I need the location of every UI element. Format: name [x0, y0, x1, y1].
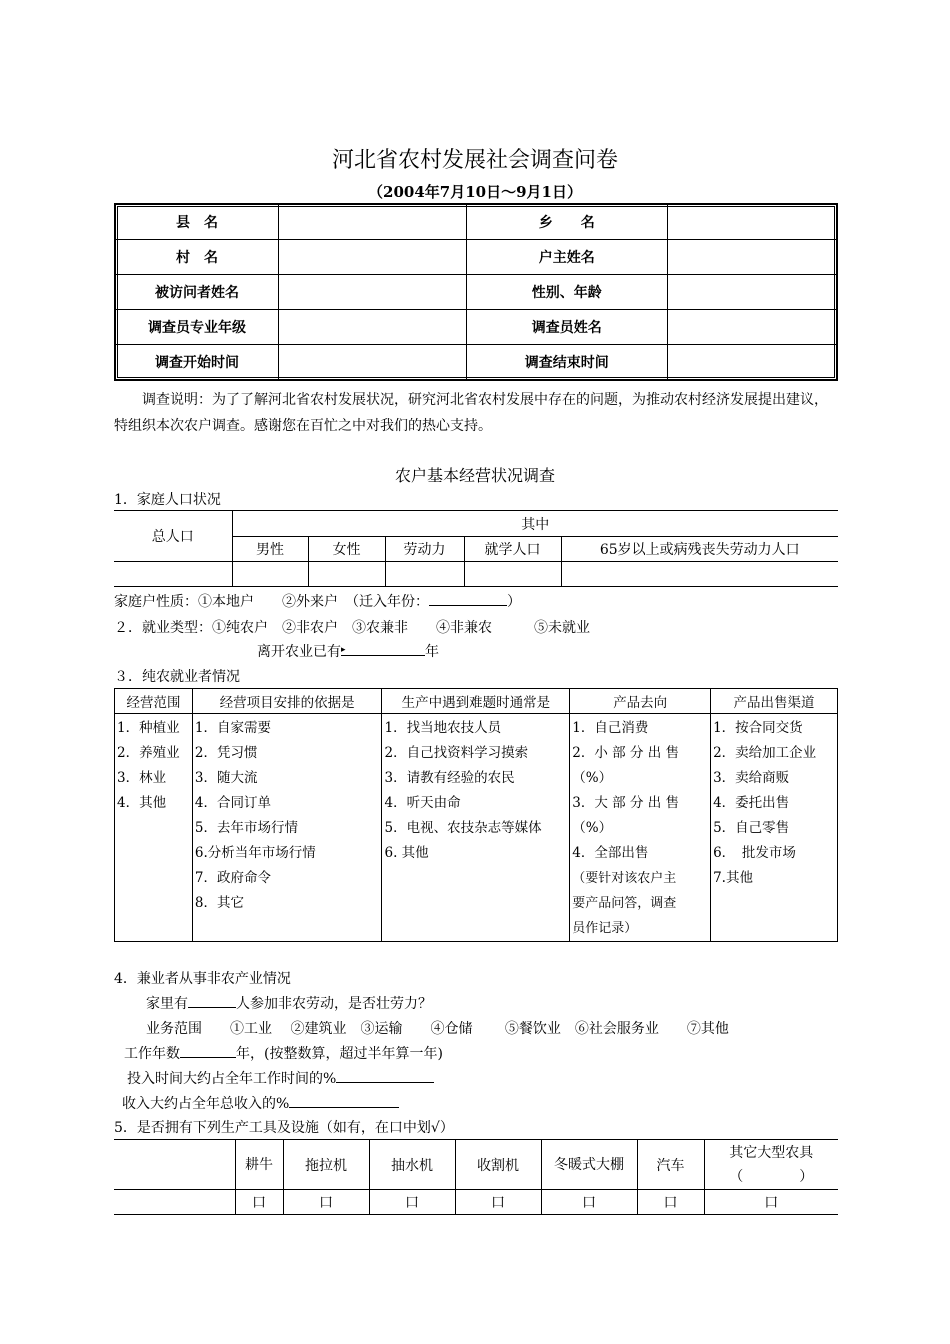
work-years-label: 工作年数	[124, 1046, 180, 1062]
county-field[interactable]	[279, 204, 466, 240]
table-row	[115, 275, 837, 310]
other-machinery-checkbox[interactable]: 口	[704, 1190, 838, 1215]
list-item[interactable]: 3．随大流	[194, 770, 258, 786]
table-row	[115, 689, 838, 714]
list-item[interactable]: （%）	[572, 770, 613, 786]
income-share-label: 收入大约占全年总收入的%	[122, 1096, 290, 1112]
surveyor-name-field[interactable]	[668, 310, 838, 345]
move-in-year-input[interactable]	[429, 591, 507, 606]
equipment-corner	[114, 1140, 235, 1190]
labor-input[interactable]	[385, 562, 464, 587]
left-agriculture-label: 离开农业已有	[257, 644, 341, 660]
q4-family-suffix: 人参加非农劳动，是否壮劳力？	[236, 996, 432, 1012]
q4-business-scope: 业务范围 ①工业 ②建筑业 ③运输 ④仓储 ⑤餐饮业 ⑥社会服务业 ⑦其他	[146, 1021, 729, 1037]
work-years-input[interactable]	[180, 1043, 236, 1058]
business-scope-options	[115, 714, 193, 942]
q1-label: 1．家庭人口状况	[114, 492, 221, 508]
pure-farmer-table	[114, 688, 838, 942]
ox-header: 耕牛	[235, 1140, 283, 1190]
q4-family-prefix: 家里有	[146, 996, 188, 1012]
list-item[interactable]: 6. 其他	[384, 845, 429, 861]
list-item[interactable]: 3．卖给商贩	[713, 770, 790, 786]
household-type-line	[114, 591, 521, 611]
elderly-disabled-input[interactable]	[561, 562, 838, 587]
income-share-input[interactable]	[289, 1093, 399, 1108]
field-label: 被访问者姓名	[115, 275, 279, 310]
harvester-checkbox[interactable]: 口	[455, 1190, 541, 1215]
table-row	[115, 345, 837, 381]
tractor-header: 拖拉机	[283, 1140, 369, 1190]
list-item[interactable]: 2．自己找资料学习摸索	[384, 745, 529, 761]
respondent-info-table	[114, 203, 838, 381]
interviewee-name-field[interactable]	[279, 275, 466, 310]
household-type-label: 家庭户性质：①本地户 ②外来户 （迁入年份：	[114, 594, 429, 610]
end-time-field[interactable]	[668, 345, 838, 381]
list-item[interactable]: 7.其他	[713, 870, 753, 886]
list-item[interactable]: 2．小 部 分 出 售	[572, 745, 680, 761]
of-which-header: 其中	[232, 511, 838, 537]
list-item[interactable]: 8．其它	[194, 895, 244, 911]
arrangement-basis-options	[192, 714, 382, 942]
nonfarm-worker-count-input[interactable]	[188, 993, 236, 1008]
elderly-disabled-header: 65岁以上或病残丧失劳动力人口	[561, 537, 838, 562]
tractor-checkbox[interactable]: 口	[283, 1190, 369, 1215]
table-row	[115, 204, 837, 240]
q2-left-agriculture-line	[257, 641, 439, 661]
q4-line-1	[146, 993, 432, 1013]
product-destination-header: 产品去向	[570, 689, 711, 714]
field-label: 调查结束时间	[466, 345, 668, 381]
total-population-header: 总人口	[114, 511, 232, 562]
field-label: 乡 名	[466, 204, 668, 240]
village-field[interactable]	[279, 240, 466, 275]
surveyor-major-field[interactable]	[279, 310, 466, 345]
list-item[interactable]: 1．按合同交货	[713, 720, 803, 736]
equipment-row-label	[114, 1190, 235, 1215]
gender-age-field[interactable]	[668, 275, 838, 310]
time-share-label: 投入时间大约占全年工作时间的%	[127, 1071, 337, 1087]
female-input[interactable]	[308, 562, 385, 587]
household-population-table	[114, 510, 838, 587]
household-type-suffix: ）	[507, 594, 521, 610]
water-pump-checkbox[interactable]: 口	[369, 1190, 455, 1215]
greenhouse-checkbox[interactable]: 口	[541, 1190, 637, 1215]
product-destination-options	[570, 714, 711, 942]
work-years-note: 年，(按整数算，超过半年算一年)	[236, 1046, 443, 1062]
list-item[interactable]: 6． 批发市场	[713, 845, 796, 861]
surveyor-note: 要产品问答，调查	[572, 896, 677, 911]
list-item[interactable]: 4．听天由命	[384, 795, 461, 811]
list-item[interactable]: 2．养殖业	[117, 745, 180, 761]
greenhouse-header: 冬暖式大棚	[541, 1140, 637, 1190]
list-item[interactable]: 7．政府命令	[194, 870, 271, 886]
survey-date-range: （2004年7月10日～9月1日）	[368, 183, 582, 201]
q2-label: ２．就业类型：①纯农户 ②非农户 ③农兼非 ④非兼农 ⑤未就业	[114, 620, 590, 636]
harvester-header: 收割机	[455, 1140, 541, 1190]
table-row	[115, 240, 837, 275]
q4-line-5	[122, 1093, 399, 1113]
survey-instructions: 调查说明：为了了解河北省农村发展状况，研究河北省农村发展中存在的问题，为推动农村经济发展提出建议，特组织本次农户调查。感谢您在百忙之中对我们的热心支持。	[114, 392, 828, 434]
female-header: 女性	[308, 537, 385, 562]
start-time-field[interactable]	[279, 345, 466, 381]
field-label: 调查员姓名	[466, 310, 668, 345]
sales-channel-header: 产品出售渠道	[711, 689, 838, 714]
surveyor-note: 员作记录）	[572, 921, 638, 936]
list-item[interactable]: 4．其他	[117, 795, 167, 811]
list-item[interactable]: 6.分析当年市场行情	[194, 845, 316, 861]
householder-name-field[interactable]	[668, 240, 838, 275]
years-suffix: 年	[425, 644, 439, 660]
list-item[interactable]: 1．种植业	[117, 720, 180, 736]
water-pump-header: 抽水机	[369, 1140, 455, 1190]
business-scope-header: 经营范围	[115, 689, 193, 714]
car-header: 汽车	[637, 1140, 704, 1190]
problem-solving-header: 生产中遇到难题时通常是	[382, 689, 570, 714]
list-item[interactable]: 3．请教有经验的农民	[384, 770, 515, 786]
q4-line-4	[127, 1068, 434, 1088]
ox-checkbox[interactable]: 口	[235, 1190, 283, 1215]
surveyor-note: （要针对该农户主	[572, 871, 677, 886]
list-item[interactable]: 4．合同订单	[194, 795, 271, 811]
table-row	[115, 714, 838, 942]
list-item[interactable]: 1．自家需要	[194, 720, 271, 736]
list-item[interactable]: 1．找当地农技人员	[384, 720, 502, 736]
list-item[interactable]: 5．电视、农技杂志等媒体	[384, 820, 542, 836]
field-label: 调查员专业年级	[115, 310, 279, 345]
list-item[interactable]: 4．全部出售	[572, 845, 649, 861]
car-checkbox[interactable]: 口	[637, 1190, 704, 1215]
equipment-table	[114, 1139, 838, 1215]
list-item[interactable]: 1．自己消费	[572, 720, 649, 736]
field-label: 性别、年龄	[466, 275, 668, 310]
table-row	[115, 310, 837, 345]
total-population-input[interactable]	[114, 562, 232, 587]
q5-label: 5．是否拥有下列生产工具及设施（如有，在口中划√）	[114, 1120, 454, 1136]
arrangement-basis-header: 经营项目安排的依据是	[192, 689, 382, 714]
list-item[interactable]: （%）	[572, 820, 613, 836]
time-share-input[interactable]	[336, 1068, 434, 1083]
sales-channel-options	[711, 714, 838, 942]
list-item[interactable]: 3．大 部 分 出 售	[572, 795, 680, 811]
student-header: 就学人口	[464, 537, 561, 562]
list-item[interactable]: 5．去年市场行情	[194, 820, 298, 836]
section-title: 农户基本经营状况调查	[394, 466, 555, 485]
township-field[interactable]	[668, 204, 838, 240]
q4-label: 4．兼业者从事非农产业情况	[114, 971, 291, 987]
list-item[interactable]: 4．委托出售	[713, 795, 790, 811]
male-input[interactable]	[232, 562, 308, 587]
list-item[interactable]: 2．卖给加工企业	[713, 745, 817, 761]
male-header: 男性	[232, 537, 308, 562]
list-item[interactable]: 3．林业	[117, 770, 167, 786]
q4-line-3	[124, 1043, 443, 1063]
student-input[interactable]	[464, 562, 561, 587]
problem-solving-options	[382, 714, 570, 942]
labor-header: 劳动力	[385, 537, 464, 562]
arrow-icon: ▸	[341, 645, 346, 655]
field-label: 村 名	[115, 240, 279, 275]
list-item[interactable]: 5．自己零售	[713, 820, 790, 836]
other-machinery-header: 其它大型农具（ ）	[704, 1140, 838, 1190]
list-item[interactable]: 2．凭习惯	[194, 745, 258, 761]
field-label: 调查开始时间	[115, 345, 279, 381]
q3-label: ３．纯农就业者情况	[114, 669, 240, 685]
page-title: 河北省农村发展社会调查问卷	[331, 148, 618, 173]
years-left-input[interactable]	[341, 641, 425, 656]
field-label: 县 名	[115, 204, 279, 240]
field-label: 户主姓名	[466, 240, 668, 275]
